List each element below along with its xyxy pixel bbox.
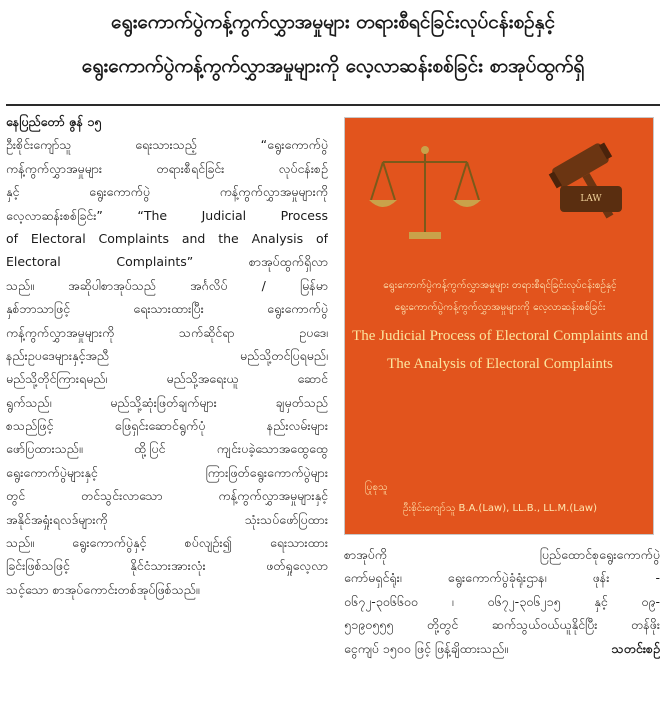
body-line: ဦးစိုင်းကျော်သူ ရေးသားသည့် “ရွေးကောက်ပွဲ bbox=[6, 137, 328, 153]
body-line: မည်သို့တိုင်ကြားရမည်၊ မည်သို့အရေးယူ ဆောင် bbox=[6, 371, 328, 387]
cover-title-en-2: The Analysis of Electoral Complaints bbox=[387, 356, 613, 372]
body-line: Electoral Complaints” စာအုပ်ထွက်ရှိလာ bbox=[6, 254, 328, 270]
body-line: ၀၆၇၂-၃၀၆၆၀၀ ၊ ၀၆၇၂-၃၀၆၂၁၅ နှင့် ၀၉- bbox=[344, 593, 660, 609]
body-line: ခြင်းဖြစ်သဖြင့် နိုင်ငံသားအားလုံး ဖတ်ရှုလေ့လာ bbox=[6, 558, 328, 574]
cover-author: ဦးစိုင်းကျော်သူ B.A.(Law), LL.B., LL.M.(Law) bbox=[403, 503, 597, 514]
headline-divider bbox=[6, 104, 660, 106]
body-line: of Electoral Complaints and the Analysis of bbox=[6, 230, 328, 246]
headline-line-2: ရွေးကောက်ပွဲကန့်ကွက်လွှာအမှုများကို လေ့လာဆန်းစစ်ခြင်း စာအုပ်ထွက်ရှိ bbox=[81, 55, 585, 77]
body-line: ၅၁၉၀၅၅၅ တို့တွင် ဆက်သွယ်ဝယ်ယူနိုင်ပြီး တန်ဖိုး bbox=[344, 617, 660, 633]
book-cover bbox=[344, 117, 654, 535]
body-line: လေ့လာဆန်းစစ်ခြင်း” “The Judicial Process bbox=[6, 207, 328, 223]
body-line: သင့်သော စာအုပ်ကောင်းတစ်အုပ်ဖြစ်သည်။ bbox=[6, 581, 200, 597]
body-line: နည်းဥပဒေများနှင့်အညီ မည်သို့တင်ပြရမည်၊ bbox=[6, 347, 328, 363]
body-line: နှင့် ရွေးကောက်ပွဲ ကန့်ကွက်လွှာအမှုများကို bbox=[6, 184, 328, 200]
body-line: ငွေကျပ် ၁၅၀၀ ဖြင့် ဖြန့်ချိထားသည်။ bbox=[344, 640, 508, 656]
article-dateline: နေပြည်တော် ဇွန် ၁၅ bbox=[6, 114, 102, 129]
cover-title-en-1: The Judicial Process of Electoral Complaints and bbox=[352, 328, 648, 344]
article-left-column bbox=[6, 110, 328, 601]
article-right-column bbox=[344, 543, 660, 660]
cover-author-label: ပြုစုသူ bbox=[365, 482, 388, 493]
article-byline: သတင်းစဉ် bbox=[611, 640, 660, 656]
body-line: စာအုပ်ကို ပြည်ထောင်စုရွေးကောက်ပွဲ bbox=[344, 547, 660, 562]
body-line: ကန့်ကွက်လွှာအမှုများ တရားစီရင်ခြင်း လုပ်ငန်းစဉ် bbox=[6, 160, 328, 176]
body-line: အနိုင်အရှုံးရလဒ်များကို သုံးသပ်ဖော်ပြထား bbox=[6, 511, 328, 527]
body-line: သည်။ ရွေးကောက်ပွဲနှင့် စပ်လျဉ်း၍ ရေးသားထား bbox=[6, 535, 328, 551]
body-line: နှစ်ဘာသာဖြင့် ရေးသားထားပြီး ရွေးကောက်ပွဲ bbox=[6, 301, 328, 317]
article-body bbox=[6, 133, 328, 601]
law-sound-block: LAW bbox=[560, 186, 622, 212]
cover-title-mm-1: ရွေးကောက်ပွဲကန့်ကွက်လွှာအမှုများ တရားစီရင်ခြင်းလုပ်ငန်းစဉ်နှင့် bbox=[383, 280, 617, 291]
body-line: သည်။ အဆိုပါစာအုပ်သည် အင်္ဂလိပ် / မြန်မာ bbox=[6, 277, 328, 293]
body-line: စသည်ဖြင့် ဖြေရှင်းဆောင်ရွက်ပုံ နည်းလမ်းများ bbox=[6, 418, 328, 434]
body-line: တွင် တင်သွင်းလာသော ကန့်ကွက်လွှာအမှုများနှင့် bbox=[6, 488, 328, 504]
gavel-icon bbox=[535, 128, 645, 228]
body-line: ရွက်သည်၊ မည်သို့ဆုံးဖြတ်ချက်များ ချမှတ်သည် bbox=[6, 394, 328, 410]
cover-title-mm-2: ရွေးကောက်ပွဲကန့်ကွက်လွှာအမှုများကို လေ့လာဆန်းစစ်ခြင်း bbox=[394, 302, 606, 313]
body-line: ရွေးကောက်ပွဲများနှင့် ကြားဖြတ်ရွေးကောက်ပွဲများ bbox=[6, 464, 328, 480]
scales-of-justice-icon bbox=[365, 138, 485, 248]
body-line: ကော်မရှင်ရုံး၊ ရွေးကောက်ပွဲခုံရုံးဌာန၊ ဖုန်း - bbox=[344, 570, 660, 586]
body-line: ကန့်ကွက်လွှာအမှုများကို သက်ဆိုင်ရာ ဥပဒေ၊ bbox=[6, 324, 328, 340]
headline-line-1: ရွေးကောက်ပွဲကန့်ကွက်လွှာအမှုများ တရားစီရင်ခြင်းလုပ်ငန်းစဉ်နှင့် bbox=[110, 11, 556, 33]
body-line: ဖော်ပြထားသည်။ ထို့ပြင် ကျင်းပခဲ့သောအထွေထွေ bbox=[6, 441, 328, 457]
